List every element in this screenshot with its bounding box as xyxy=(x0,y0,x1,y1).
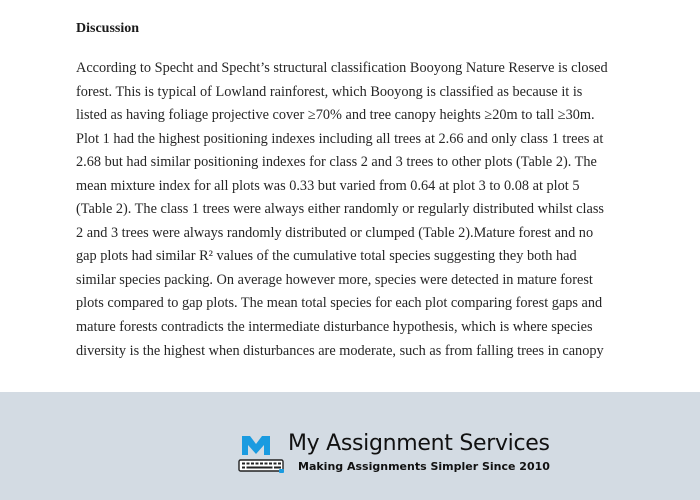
paragraph-line: (Table 2). The class 1 trees were always either randomly or regularly distributed whilst class xyxy=(76,201,604,218)
paragraph-line: 2 and 3 trees were always randomly distributed or clumped (Table 2).Mature forest and no xyxy=(76,224,594,241)
brand-tagline: Making Assignments Simpler Since 2010 xyxy=(298,460,550,473)
paragraph-line: According to Specht and Specht’s structural classification Booyong Nature Reserve is closed xyxy=(76,60,608,76)
paragraph-line: diversity is the highest when disturbances are moderate, such as from falling trees in canopy xyxy=(76,342,604,359)
paragraph-line: similar species packing. On average however more, species were detected in mature forest xyxy=(76,271,593,288)
paragraph-line: plots compared to gap plots. The mean total species for each plot comparing forest gaps and xyxy=(76,295,603,312)
paragraph-line: 2.68 but had similar positioning indexes for class 2 and 3 trees to other plots (Table 2). The xyxy=(76,154,597,171)
paragraph-line: gap plots had similar R² values of the cumulative total species suggesting they both had xyxy=(76,248,577,265)
paragraph-line: forest. This is typical of Lowland rainforest, which Booyong is classified as because it is xyxy=(76,83,583,100)
paragraph-line: mean mixture index for all plots was 0.33 but varied from 0.64 at plot 3 to 0.08 at plot 5 xyxy=(76,177,580,194)
discussion-paragraph xyxy=(76,57,636,363)
paragraph-line: listed as having foliage projective cover ≥70% and tree canopy heights ≥20m to tall ≥30m. xyxy=(76,107,595,124)
paragraph-line: mature forests contradicts the intermediate disturbance hypothesis, which is where species xyxy=(76,319,593,336)
paragraph-line: Plot 1 had the highest positioning indexes including all trees at 2.66 and only class 1 trees at xyxy=(76,130,604,147)
section-heading: Discussion xyxy=(76,21,140,36)
brand-name: My Assignment Services xyxy=(288,431,550,456)
keyboard-logo-icon xyxy=(238,433,284,473)
